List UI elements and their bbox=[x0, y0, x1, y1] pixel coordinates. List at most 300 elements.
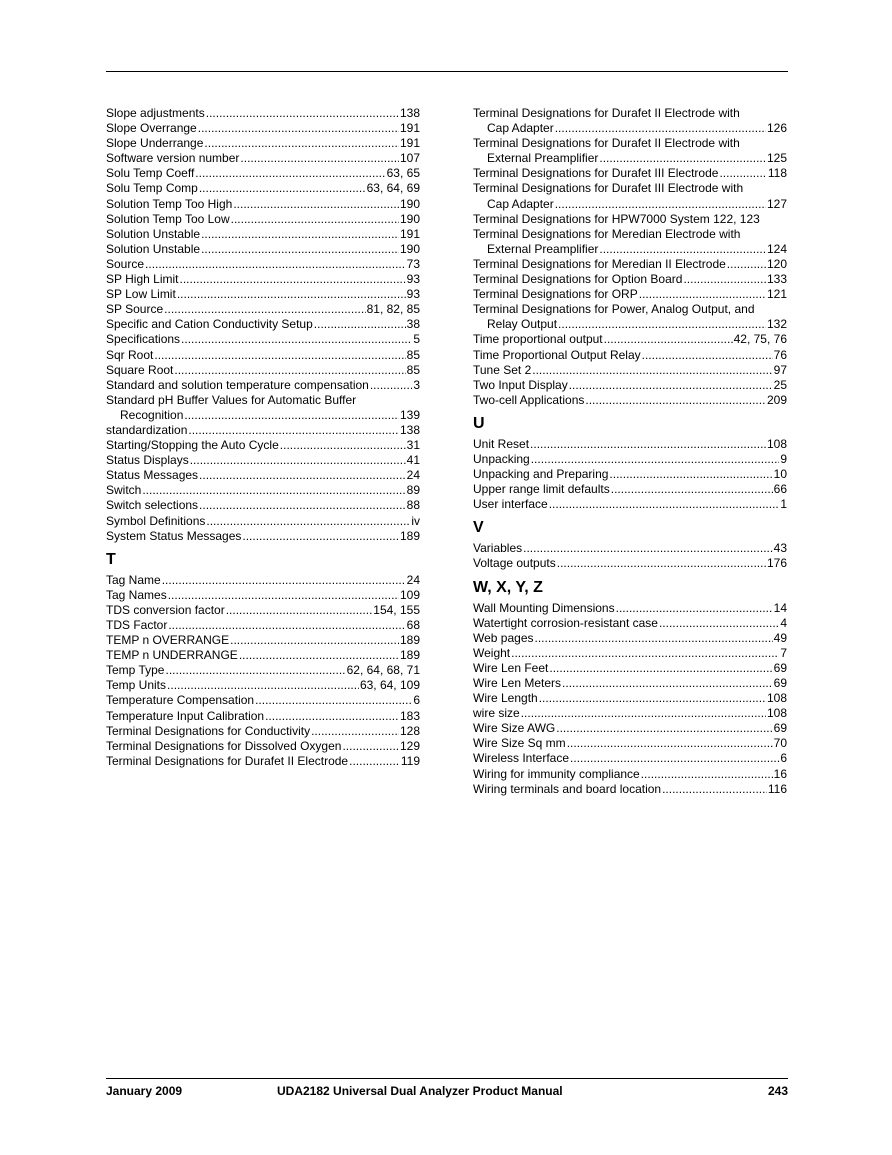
index-term: Unit Reset bbox=[473, 436, 530, 451]
page-reference: 85 bbox=[406, 347, 420, 362]
index-entry-line bbox=[106, 227, 420, 242]
dot-leader bbox=[642, 348, 773, 363]
index-term: Voltage outputs bbox=[473, 556, 556, 571]
index-term: Upper range limit defaults bbox=[473, 482, 610, 497]
page-reference: 62, 64, 68, 71 bbox=[346, 663, 420, 678]
page-reference: 5 bbox=[413, 332, 420, 347]
page-reference: 124 bbox=[766, 241, 787, 256]
index-entry-line bbox=[473, 556, 787, 571]
page-reference: 189 bbox=[399, 528, 420, 543]
index-entry-line bbox=[106, 378, 420, 393]
index-entry-line bbox=[473, 467, 787, 482]
index-letter-heading: W, X, Y, Z bbox=[473, 578, 543, 596]
index-term: External Preamplifier bbox=[487, 241, 599, 256]
page-reference: 69 bbox=[773, 721, 787, 736]
index-entry-line bbox=[106, 121, 420, 136]
index-term: Temp Units bbox=[106, 678, 167, 693]
index-entry bbox=[106, 257, 420, 272]
dot-leader bbox=[240, 151, 399, 166]
page-reference: 9 bbox=[780, 451, 787, 466]
footer-rule bbox=[106, 1078, 788, 1079]
page-reference: 108 bbox=[766, 436, 787, 451]
index-term: Specifications bbox=[106, 332, 181, 347]
index-term: Wire Length bbox=[473, 691, 538, 706]
index-entry bbox=[473, 497, 787, 512]
index-term: Sqr Root bbox=[106, 347, 154, 362]
index-entry-line bbox=[473, 197, 787, 212]
dot-leader bbox=[604, 332, 733, 347]
index-term: SP Source bbox=[106, 302, 164, 317]
page-reference: 63, 64, 69 bbox=[366, 181, 420, 196]
dot-leader bbox=[195, 166, 385, 181]
index-entry bbox=[473, 348, 787, 363]
index-entry-line bbox=[106, 498, 420, 513]
index-term: Terminal Designations for Meredian Electrode with bbox=[473, 226, 741, 241]
index-entry bbox=[473, 631, 787, 646]
page-reference: 70 bbox=[773, 736, 787, 751]
index-entry-line bbox=[473, 437, 787, 452]
dot-leader bbox=[184, 408, 399, 423]
page-reference: 118 bbox=[767, 166, 787, 181]
index-entry-line bbox=[106, 709, 420, 724]
index-term: Solution Unstable bbox=[106, 226, 201, 241]
index-term: Terminal Designations for Durafet II Electrode bbox=[106, 753, 349, 768]
dot-leader bbox=[201, 242, 399, 257]
page-reference: 85 bbox=[406, 362, 420, 377]
index-term: Terminal Designations for ORP bbox=[473, 287, 638, 302]
dot-leader bbox=[231, 212, 399, 227]
index-entry bbox=[473, 393, 787, 408]
index-entry bbox=[106, 468, 420, 483]
page-reference: 31 bbox=[406, 438, 420, 453]
dot-leader bbox=[531, 452, 780, 467]
index-term: Wire Len Meters bbox=[473, 676, 562, 690]
index-entry bbox=[106, 529, 420, 544]
index-column-left bbox=[106, 106, 420, 769]
dot-leader bbox=[535, 631, 773, 646]
index-entry bbox=[106, 423, 420, 438]
dot-leader bbox=[683, 272, 766, 287]
page-reference: 154, 155 bbox=[373, 602, 420, 617]
index-entry-line bbox=[106, 663, 420, 678]
page-reference: 119 bbox=[400, 753, 420, 768]
dot-leader bbox=[174, 363, 405, 378]
index-entry-line bbox=[106, 257, 420, 272]
index-term: Terminal Designations for Durafet II Electrode with bbox=[473, 136, 740, 151]
index-term: Wireless Interface bbox=[473, 751, 570, 766]
index-entry bbox=[473, 166, 787, 181]
index-entry bbox=[106, 603, 420, 618]
index-term: Slope adjustments bbox=[106, 106, 205, 120]
index-entry-line bbox=[106, 348, 420, 363]
dot-leader bbox=[555, 121, 766, 136]
dot-leader bbox=[199, 181, 366, 196]
page-reference: 128 bbox=[399, 723, 420, 738]
index-entry-line bbox=[106, 618, 420, 633]
index-term: Time proportional output bbox=[473, 332, 603, 347]
index-entry bbox=[106, 197, 420, 212]
index-entry-line bbox=[106, 468, 420, 483]
dot-leader bbox=[349, 754, 400, 769]
dot-leader bbox=[611, 482, 773, 497]
dot-leader bbox=[206, 106, 399, 121]
index-entry bbox=[106, 181, 420, 196]
index-entry-line bbox=[106, 197, 420, 212]
dot-leader bbox=[230, 633, 399, 648]
dot-leader bbox=[549, 497, 780, 512]
dot-leader bbox=[204, 136, 399, 151]
index-letter-heading: V bbox=[473, 519, 484, 537]
index-entry bbox=[106, 227, 420, 242]
index-entry bbox=[473, 482, 787, 497]
index-entry bbox=[106, 438, 420, 453]
page-reference: 68 bbox=[406, 618, 420, 632]
dot-leader bbox=[198, 121, 399, 136]
index-entry bbox=[473, 467, 787, 482]
index-term: Tune Set 2 bbox=[473, 362, 532, 377]
index-column-right bbox=[473, 106, 787, 797]
index-term: Wire Size AWG bbox=[473, 721, 556, 736]
index-entry-line bbox=[106, 588, 420, 603]
dot-leader bbox=[179, 272, 405, 287]
index-entry bbox=[106, 724, 420, 739]
index-entry bbox=[106, 693, 420, 708]
index-entry-line bbox=[106, 317, 420, 332]
index-term: Temperature Compensation bbox=[106, 693, 255, 708]
dot-leader bbox=[567, 736, 773, 751]
index-entry-line bbox=[106, 724, 420, 739]
index-entry bbox=[473, 691, 787, 706]
dot-leader bbox=[530, 437, 766, 452]
index-entry bbox=[106, 317, 420, 332]
index-letter-heading: U bbox=[473, 414, 485, 432]
dot-leader bbox=[599, 151, 766, 166]
index-entry-line bbox=[473, 497, 787, 512]
page-reference: 191 bbox=[399, 226, 420, 241]
page-reference: 132 bbox=[766, 317, 787, 332]
dot-leader bbox=[342, 739, 399, 754]
index-term: Status Messages bbox=[106, 468, 199, 483]
index-entry-line bbox=[106, 453, 420, 468]
page-reference: 81, 82, 85 bbox=[366, 302, 420, 317]
index-entry-line bbox=[106, 332, 420, 347]
footer-date: January 2009 bbox=[106, 1084, 183, 1098]
page-reference: 138 bbox=[399, 422, 420, 437]
index-entry-line bbox=[473, 616, 787, 631]
index-entry bbox=[106, 633, 420, 648]
dot-leader bbox=[659, 616, 779, 631]
page-reference: 66 bbox=[773, 482, 787, 497]
page-reference: 88 bbox=[406, 498, 420, 513]
index-term: Square Root bbox=[106, 362, 174, 377]
index-entry-line bbox=[473, 541, 787, 556]
index-term: Solution Temp Too High bbox=[106, 196, 233, 211]
index-entry bbox=[106, 514, 420, 529]
page-reference: 63, 64, 109 bbox=[359, 678, 420, 693]
dot-leader bbox=[641, 767, 773, 782]
dot-leader bbox=[206, 514, 410, 529]
footer-page-number: 243 bbox=[768, 1084, 789, 1098]
index-entry-line bbox=[473, 317, 787, 332]
index-term: Terminal Designations for Conductivity bbox=[106, 723, 311, 738]
dot-leader bbox=[190, 453, 406, 468]
index-entry-line bbox=[106, 272, 420, 287]
index-term: TEMP n UNDERRANGE bbox=[106, 648, 238, 663]
dot-leader bbox=[154, 348, 405, 363]
index-entry bbox=[473, 212, 787, 227]
index-term: Slope Overrange bbox=[106, 121, 197, 136]
dot-leader bbox=[168, 588, 399, 603]
dot-leader bbox=[181, 332, 412, 347]
index-entry-line bbox=[473, 691, 787, 706]
index-entry-line bbox=[473, 287, 787, 302]
dot-leader bbox=[177, 287, 406, 302]
index-entry-line bbox=[106, 166, 420, 181]
index-entry bbox=[473, 646, 787, 661]
page-reference: 126 bbox=[766, 121, 787, 136]
dot-leader bbox=[226, 603, 373, 618]
dot-leader bbox=[164, 302, 365, 317]
page-reference: 108 bbox=[766, 691, 787, 706]
index-entry bbox=[106, 212, 420, 227]
index-term: Terminal Designations for Option Board bbox=[473, 272, 683, 287]
index-term: Solu Temp Comp bbox=[106, 181, 198, 196]
index-entry bbox=[106, 573, 420, 588]
dot-leader bbox=[265, 709, 399, 724]
index-term: Terminal Designations for Power, Analog Output, and bbox=[473, 302, 755, 317]
dot-leader bbox=[549, 661, 772, 676]
index-entry-line bbox=[106, 739, 420, 754]
index-term: Source bbox=[106, 256, 145, 271]
index-term: Switch bbox=[106, 483, 142, 498]
index-entry bbox=[106, 453, 420, 468]
index-entry-line bbox=[473, 363, 787, 378]
page-reference: 183 bbox=[399, 708, 420, 723]
index-entry bbox=[473, 676, 787, 691]
page-reference: 189 bbox=[399, 633, 420, 648]
page-reference: 6 bbox=[413, 693, 420, 708]
index-entry bbox=[106, 106, 420, 121]
index-entry bbox=[473, 332, 787, 347]
index-term: wire size bbox=[473, 706, 520, 721]
index-term: Web pages bbox=[473, 630, 534, 645]
index-entry bbox=[473, 363, 787, 378]
index-term: Terminal Designations for HPW7000 System 122, 123 bbox=[473, 211, 760, 226]
page-reference: 41 bbox=[406, 453, 420, 468]
index-entry bbox=[106, 588, 420, 603]
index-term: Terminal Designations for Meredian II Electrode bbox=[473, 256, 726, 271]
dot-leader bbox=[585, 393, 766, 408]
dot-leader bbox=[280, 438, 406, 453]
dot-leader bbox=[199, 468, 406, 483]
index-term: Standard and solution temperature compensation bbox=[106, 377, 369, 392]
index-term: Cap Adapter bbox=[487, 196, 554, 211]
page-reference: 129 bbox=[399, 738, 420, 753]
index-term: SP High Limit bbox=[106, 272, 179, 287]
page-reference: 120 bbox=[766, 256, 787, 271]
index-entry bbox=[473, 106, 787, 136]
index-term: Wire Size Sq mm bbox=[473, 736, 566, 751]
index-entry-line bbox=[473, 378, 787, 393]
page-reference: 133 bbox=[766, 272, 787, 287]
page-reference: 176 bbox=[766, 556, 787, 571]
index-entry bbox=[106, 151, 420, 166]
index-entry bbox=[473, 541, 787, 556]
dot-leader bbox=[233, 197, 399, 212]
index-entry-line bbox=[106, 287, 420, 302]
dot-leader bbox=[142, 483, 405, 498]
page-reference: 7 bbox=[780, 645, 787, 660]
index-entry-line bbox=[473, 482, 787, 497]
page-reference: 3 bbox=[413, 377, 420, 392]
index-term: Wall Mounting Dimensions bbox=[473, 600, 615, 615]
index-term: Relay Output bbox=[487, 317, 558, 332]
page-reference: 121 bbox=[766, 287, 787, 302]
index-entry-line bbox=[106, 603, 420, 618]
page-reference: 69 bbox=[773, 660, 787, 675]
index-term: User interface bbox=[473, 497, 548, 512]
index-term: Software version number bbox=[106, 151, 240, 166]
index-entry-line bbox=[106, 514, 420, 529]
index-entry-line bbox=[473, 721, 787, 736]
index-entry bbox=[473, 751, 787, 766]
index-term: Terminal Designations for Durafet II Electrode with bbox=[473, 106, 740, 120]
page-reference: 190 bbox=[399, 211, 420, 226]
page-reference: 14 bbox=[773, 600, 787, 615]
index-entry bbox=[106, 648, 420, 663]
index-entry-line bbox=[473, 646, 787, 661]
page-reference: iv bbox=[411, 513, 420, 528]
dot-leader bbox=[370, 378, 412, 393]
index-entry bbox=[473, 257, 787, 272]
index-entry bbox=[106, 332, 420, 347]
index-term: Weight bbox=[473, 645, 511, 660]
index-entry bbox=[106, 618, 420, 633]
index-entry-line bbox=[106, 212, 420, 227]
page-reference: 6 bbox=[780, 751, 787, 766]
index-entry bbox=[106, 709, 420, 724]
page-reference: 109 bbox=[399, 587, 420, 602]
dot-leader bbox=[188, 423, 399, 438]
index-entry-line bbox=[473, 166, 787, 181]
index-term: standardization bbox=[106, 422, 188, 437]
index-entry-line bbox=[106, 754, 420, 769]
index-term: Solu Temp Coeff bbox=[106, 166, 195, 181]
page-reference: 97 bbox=[773, 362, 787, 377]
dot-leader bbox=[165, 663, 345, 678]
index-entry-line bbox=[473, 272, 787, 287]
page-reference: 190 bbox=[399, 196, 420, 211]
index-entry bbox=[106, 166, 420, 181]
index-entry bbox=[106, 348, 420, 363]
dot-leader bbox=[562, 676, 773, 691]
index-entry bbox=[106, 498, 420, 513]
page-reference: 139 bbox=[399, 407, 420, 422]
page-reference: 125 bbox=[766, 151, 787, 166]
index-entry bbox=[473, 616, 787, 631]
index-entry-line bbox=[106, 242, 420, 257]
page-reference: 108 bbox=[766, 706, 787, 721]
index-entry-line bbox=[473, 332, 787, 347]
index-entry-line bbox=[106, 633, 420, 648]
index-entry bbox=[473, 721, 787, 736]
index-term: Solution Unstable bbox=[106, 241, 201, 256]
index-term: External Preamplifier bbox=[487, 151, 599, 166]
page-reference: 89 bbox=[406, 483, 420, 498]
dot-leader bbox=[314, 317, 406, 332]
index-term: Wiring terminals and board location bbox=[473, 781, 662, 796]
dot-leader bbox=[255, 693, 412, 708]
index-entry bbox=[473, 452, 787, 467]
index-entry-line bbox=[473, 348, 787, 363]
index-entry-line bbox=[473, 452, 787, 467]
footer-title: UDA2182 Universal Dual Analyzer Product Manual bbox=[277, 1084, 563, 1098]
page-reference: 107 bbox=[399, 151, 420, 166]
page-reference: 73 bbox=[406, 256, 420, 271]
index-entry bbox=[106, 483, 420, 498]
page-reference: 10 bbox=[773, 467, 787, 482]
index-entry bbox=[106, 393, 420, 423]
index-entry bbox=[106, 136, 420, 151]
index-entry-line bbox=[106, 573, 420, 588]
page-reference: 93 bbox=[406, 272, 420, 287]
index-entry bbox=[473, 227, 787, 257]
index-entry-line bbox=[106, 483, 420, 498]
dot-leader bbox=[639, 287, 766, 302]
index-term: TDS conversion factor bbox=[106, 602, 225, 617]
index-entry bbox=[106, 287, 420, 302]
index-entry-line bbox=[473, 676, 787, 691]
page-reference: 24 bbox=[406, 572, 420, 587]
index-term: System Status Messages bbox=[106, 528, 242, 543]
page-reference: 127 bbox=[766, 196, 787, 211]
index-entry bbox=[473, 706, 787, 721]
index-entry-line bbox=[473, 736, 787, 751]
page-reference: 16 bbox=[773, 766, 787, 781]
index-entry bbox=[473, 767, 787, 782]
index-entry-line bbox=[106, 408, 420, 423]
page-reference: 189 bbox=[399, 648, 420, 663]
index-term: SP Low Limit bbox=[106, 287, 176, 302]
index-term: Solution Temp Too Low bbox=[106, 211, 230, 226]
page-reference: 63, 65 bbox=[386, 166, 420, 181]
index-term: Watertight corrosion-resistant case bbox=[473, 615, 658, 630]
dot-leader bbox=[521, 706, 766, 721]
dot-leader bbox=[727, 257, 766, 272]
page-reference: 42, 75, 76 bbox=[733, 332, 787, 347]
index-term: Cap Adapter bbox=[487, 121, 554, 136]
index-term: Unpacking and Preparing bbox=[473, 467, 609, 482]
dot-leader bbox=[539, 691, 766, 706]
index-entry-line bbox=[106, 151, 420, 166]
header-rule bbox=[106, 71, 788, 72]
index-entry-line bbox=[106, 529, 420, 544]
index-entry-line bbox=[473, 242, 787, 257]
dot-leader bbox=[199, 498, 406, 513]
index-term: Slope Underrange bbox=[106, 136, 204, 151]
index-term: Recognition bbox=[120, 407, 184, 422]
index-entry-line bbox=[106, 363, 420, 378]
dot-leader bbox=[719, 166, 766, 181]
index-term: Tag Names bbox=[106, 587, 167, 602]
index-entry-line bbox=[106, 423, 420, 438]
index-term: Standard pH Buffer Values for Automatic Buffer bbox=[106, 392, 357, 407]
dot-leader bbox=[532, 363, 772, 378]
index-term: Time Proportional Output Relay bbox=[473, 347, 641, 362]
index-term: Temperature Input Calibration bbox=[106, 708, 265, 723]
index-entry-line bbox=[473, 782, 787, 797]
index-entry-line bbox=[473, 706, 787, 721]
